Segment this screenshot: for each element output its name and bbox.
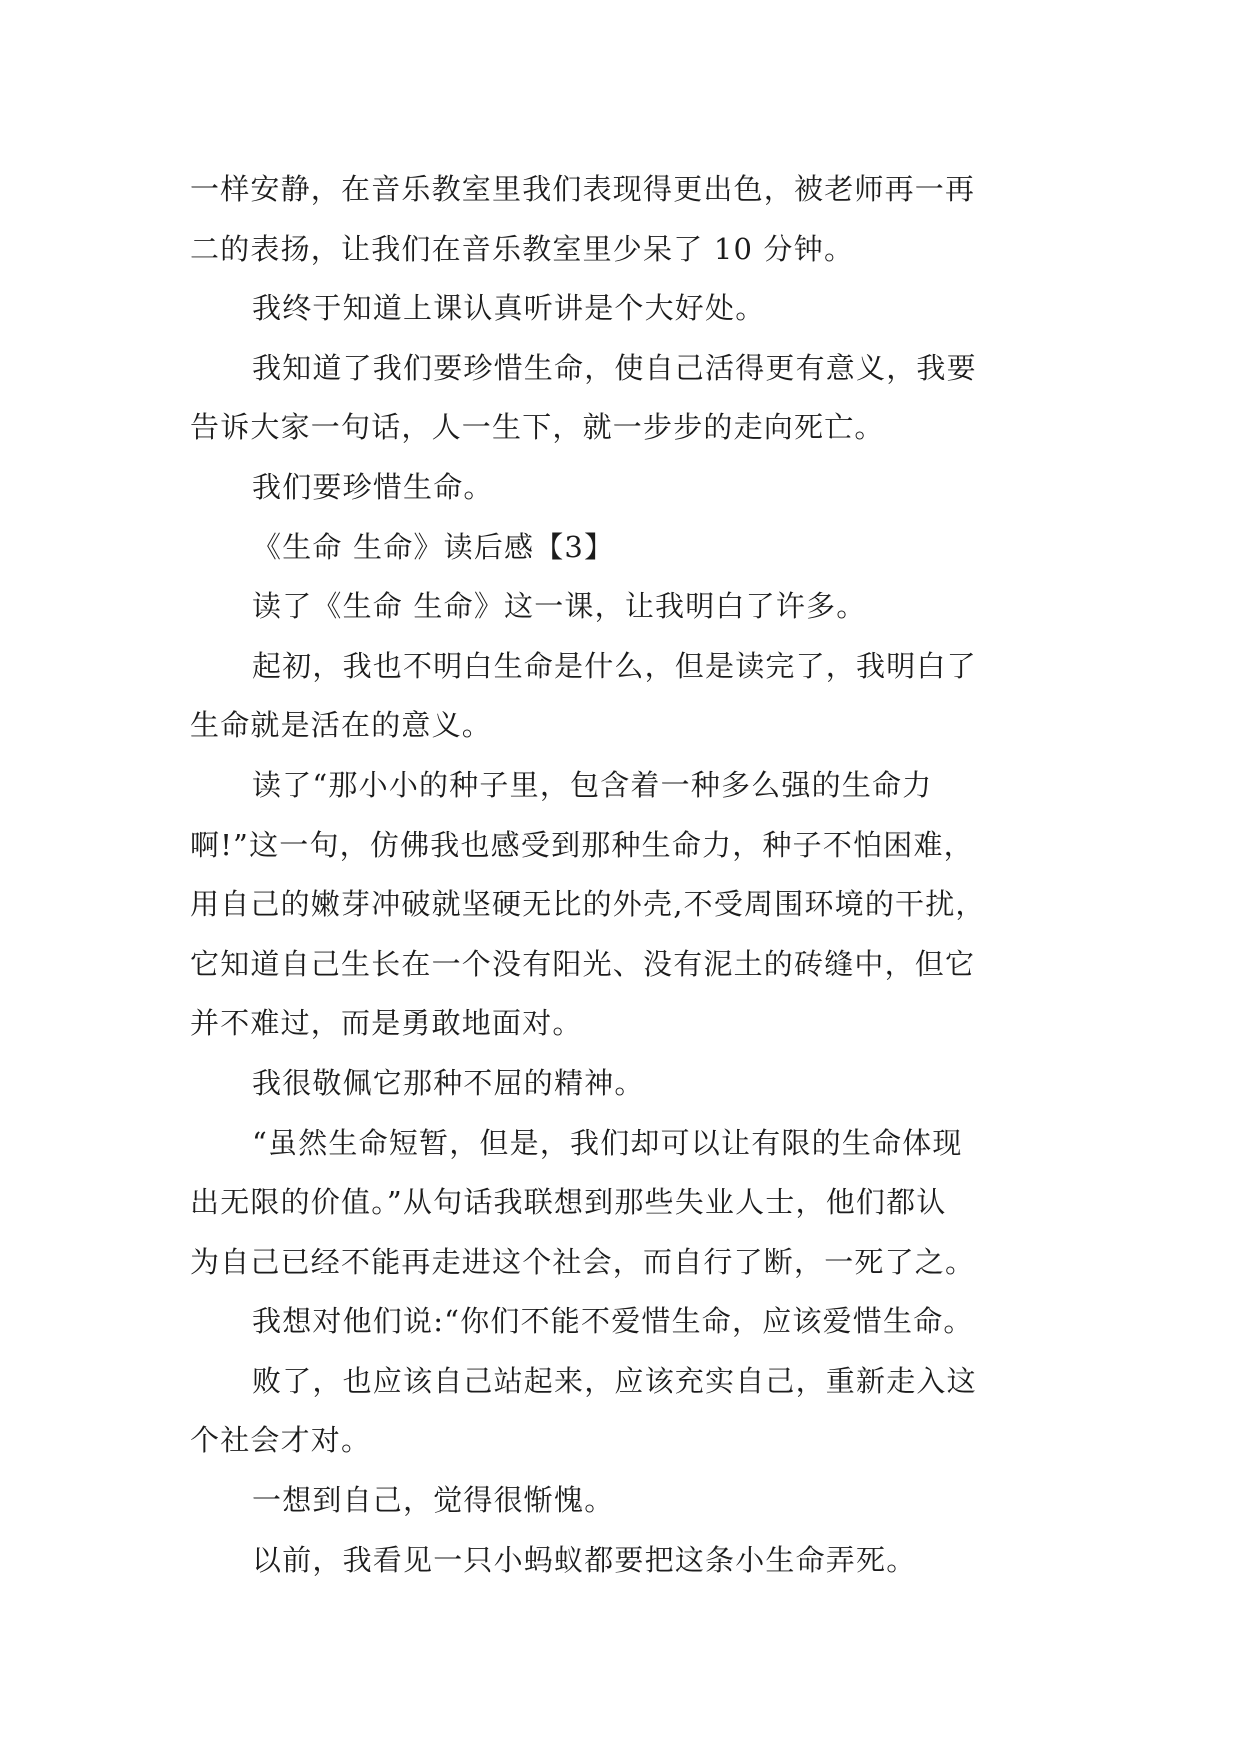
text-line: 二的表扬，让我们在音乐教室里少呆了 10 分钟。 xyxy=(190,231,855,266)
text-line: 告诉大家一句话，人一生下，就一步步的走向死亡。 xyxy=(190,410,885,445)
body-text xyxy=(190,160,1070,1590)
text-line: 《生命 生命》读后感【3】 xyxy=(252,529,615,564)
text-line: 一想到自己，觉得很惭愧。 xyxy=(252,1483,615,1518)
text-line: 我很敬佩它那种不屈的精神。 xyxy=(252,1065,645,1100)
text-line: 起初，我也不明白生命是什么，但是读完了，我明白了 xyxy=(252,648,977,683)
text-line: 啊!”这一句，仿佛我也感受到那种生命力，种子不怕困难， xyxy=(190,827,974,862)
text-line: 读了《生命 生命》这一课，让我明白了许多。 xyxy=(252,589,867,624)
text-line: 我们要珍惜生命。 xyxy=(252,469,494,504)
text-line: 一样安静，在音乐教室里我们表现得更出色，被老师再一再 xyxy=(190,172,976,206)
text-line: 我终于知道上课认真听讲是个大好处。 xyxy=(252,291,766,326)
text-line: 为自己已经不能再走进这个社会，而自行了断，一死了之。 xyxy=(190,1244,976,1279)
text-line: 它知道自己生长在一个没有阳光、没有泥土的砖缝中，但它 xyxy=(190,946,976,981)
text-line: 并不难过，而是勇敢地面对。 xyxy=(190,1006,583,1041)
text-line: 以前，我看见一只小蚂蚁都要把这条小生命弄死。 xyxy=(252,1542,917,1577)
text-line: 读了“那小小的种子里，包含着一种多么强的生命力 xyxy=(252,767,933,802)
text-line: 我知道了我们要珍惜生命，使自己活得更有意义，我要 xyxy=(252,350,977,385)
text-line: 生命就是活在的意义。 xyxy=(190,708,493,743)
text-line: 用自己的嫩芽冲破就坚硬无比的外壳,不受周围环境的干扰， xyxy=(190,887,986,922)
text-line: “虽然生命短暂，但是，我们却可以让有限的生命体现 xyxy=(252,1125,963,1160)
text-line: 出无限的价值。”从句话我联想到那些失业人士，他们都认 xyxy=(190,1185,947,1220)
text-line: 败了，也应该自己站起来，应该充实自己，重新走入这 xyxy=(252,1363,977,1398)
text-line: 个社会才对。 xyxy=(190,1423,372,1458)
text-line: 我想对他们说:“你们不能不爱惜生命，应该爱惜生命。 xyxy=(252,1304,974,1339)
